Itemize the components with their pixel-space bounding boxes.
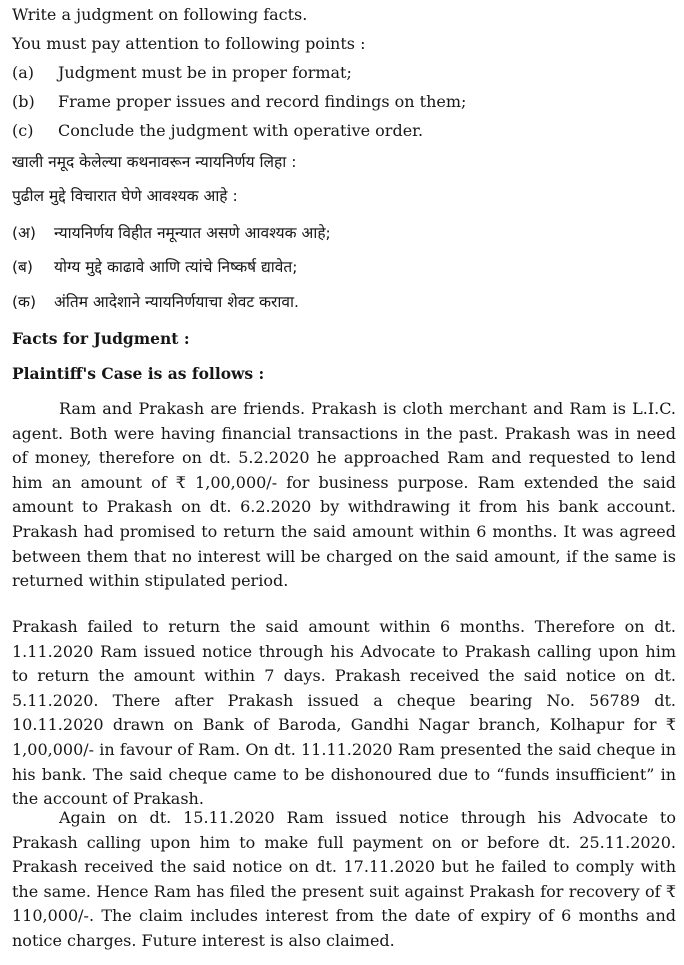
- instruction-intro: You must pay attention to following points :: [12, 34, 366, 53]
- instruction-title: Write a judgment on following facts.: [12, 5, 308, 24]
- point-marker: (a): [12, 63, 35, 82]
- marathi-intro: पुढील मुद्दे विचारात घेणे आवश्यक आहे :: [12, 187, 238, 205]
- marathi-point-a: [12, 222, 331, 244]
- facts-heading: Facts for Judgment :: [12, 329, 190, 348]
- point-marker: (b): [12, 92, 35, 111]
- marathi-point-c: [12, 291, 299, 313]
- point-marker: (अ): [12, 224, 36, 242]
- case-paragraph-1: Ram and Prakash are friends. Prakash is cloth merchant and Ram is L.I.C. agent. Both were having financial transactions in the past. Prakash was in need of money, therefore on dt. 5.2.2020 he approached Ram and requested to lend him an amount of ₹ 1,00,000/- for business purpose. Ram extended the said amount to Prakash on dt. 6.2.2020 by withdrawing it from his bank account. Prakash had promised to return the said amount within 6 months. It was agreed between them that no interest will be charged on the said amount, if the same is returned within stipulated period.: [12, 399, 676, 591]
- point-marker: (c): [12, 121, 34, 140]
- point-text: अंतिम आदेशाने न्यायनिर्णयाचा शेवट करावा.: [54, 293, 299, 311]
- marathi-point-b: [12, 256, 297, 278]
- case-heading: Plaintiff's Case is as follows :: [12, 364, 265, 383]
- instruction-point-b: [12, 91, 466, 113]
- point-text: Frame proper issues and record findings on them;: [58, 92, 467, 111]
- point-text: न्यायनिर्णय विहीत नमून्यात असणे आवश्यक आहे;: [54, 224, 331, 242]
- point-text: Conclude the judgment with operative order.: [58, 121, 424, 140]
- instruction-point-a: [12, 62, 352, 84]
- point-marker: (ब): [12, 258, 33, 276]
- case-paragraph-2: Prakash failed to return the said amount within 6 months. Therefore on dt. 1.11.2020 Ram issued notice through his Advocate to Prakash calling upon him to return the amount within 7 days. Prakash received the said notice on dt. 5.11.2020. There after Prakash issued a cheque bearing No. 56789 dt. 10.11.2020 drawn on Bank of Baroda, Gandhi Nagar branch, Kolhapur for ₹ 1,00,000/- in favour of Ram. On dt. 11.11.2020 Ram presented the said cheque in his bank. The said cheque came to be dishonoured due to “funds insufficient” in the account of Prakash.: [12, 617, 676, 809]
- point-text: Judgment must be in proper format;: [58, 63, 352, 82]
- point-marker: (क): [12, 293, 36, 311]
- case-paragraph-3: Again on dt. 15.11.2020 Ram issued notice through his Advocate to Prakash calling upon him to make full payment on or before dt. 25.11.2020. Prakash received the said notice on dt. 17.11.2020 but he failed to comply with the same. Hence Ram has filed the present suit against Prakash for recovery of ₹ 110,000/-. The claim includes interest from the date of expiry of 6 months and notice charges. Future interest is also claimed.: [12, 808, 676, 950]
- instruction-point-c: [12, 120, 423, 142]
- point-text: योग्य मुद्दे काढावे आणि त्यांचे निष्कर्ष द्यावेत;: [54, 258, 298, 276]
- marathi-title: खाली नमूद केलेल्या कथनावरून न्यायनिर्णय लिहा :: [12, 153, 297, 171]
